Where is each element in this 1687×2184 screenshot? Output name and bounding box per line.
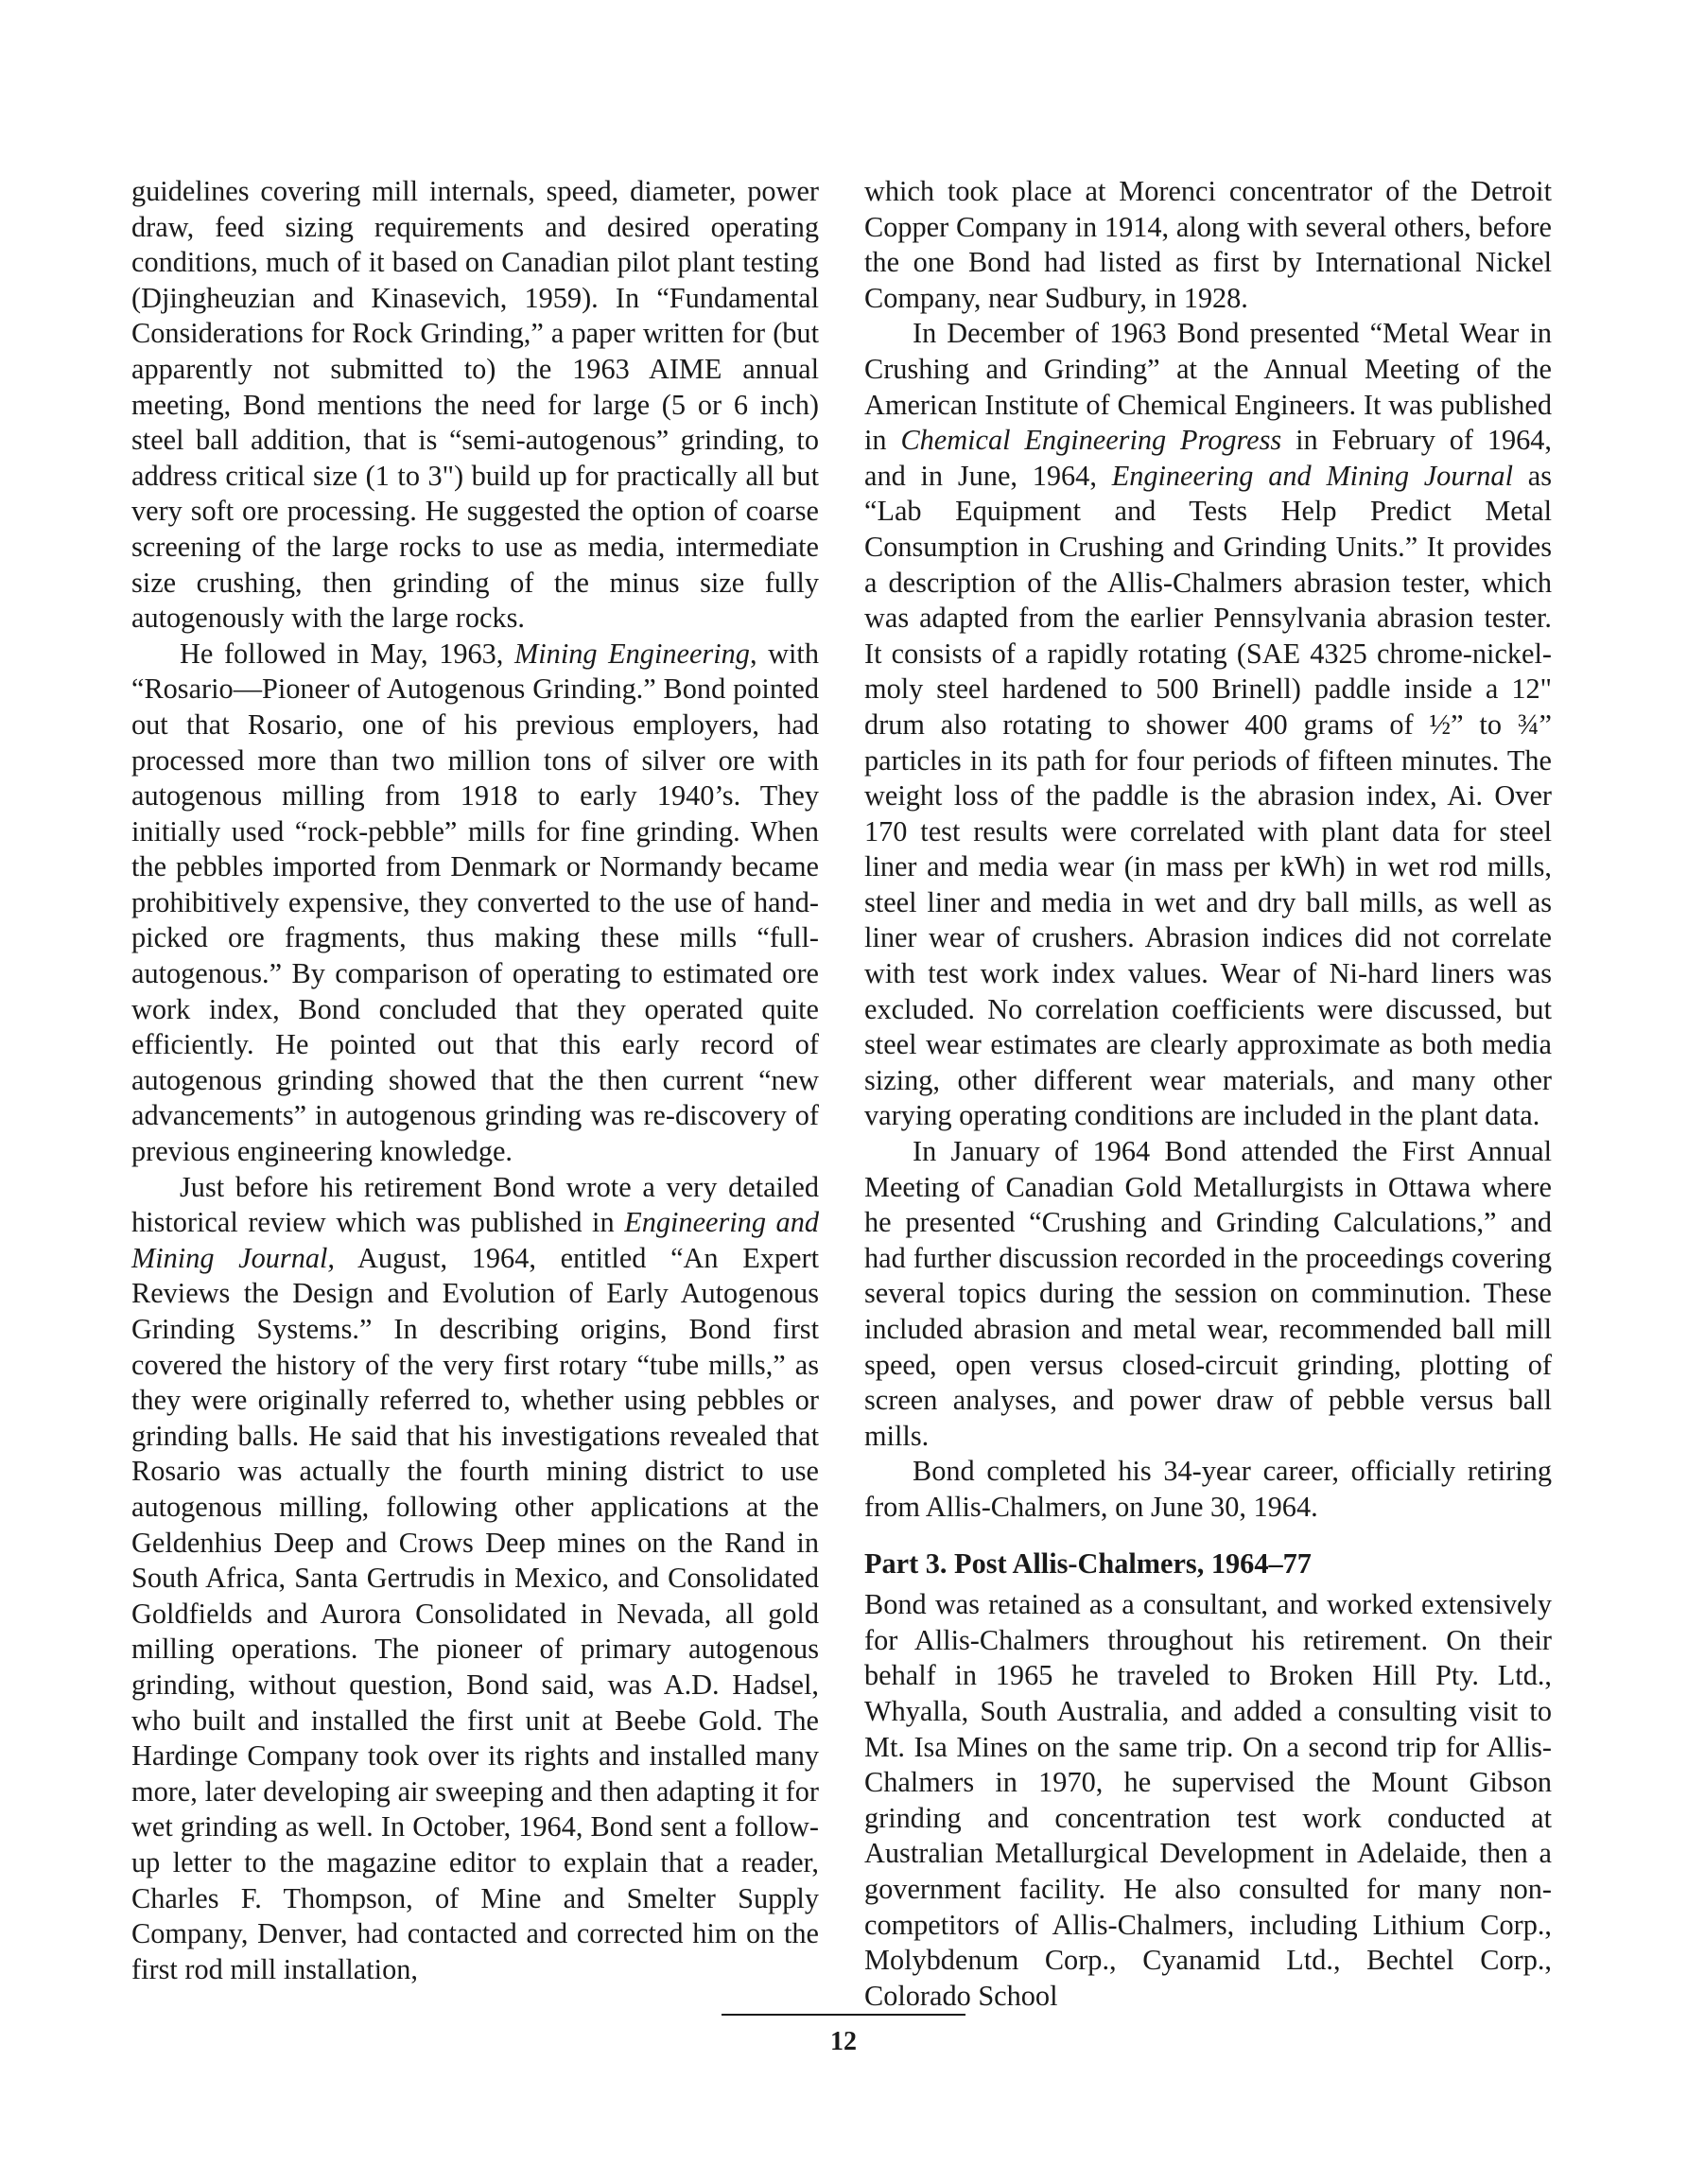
paragraph: which took place at Morenci concentrator of the Detroit Copper Company in 1914, along with several others, before the one Bond had listed as first by International Nickel Company, near Sudbury, in 1928.	[864, 175, 1552, 314]
page-number: 12	[830, 2027, 857, 2056]
left-column	[131, 174, 819, 1987]
italic-title: Engineering and Mining Journal	[1111, 459, 1513, 492]
paragraph: guidelines covering mill internals, speed, diameter, power draw, feed sizing requirements and desired operating conditions, much of it based on Canadian pilot plant testing (Djingheuzian and Kinasevich, 1959). In “Fundamental Considerations for Rock Grinding,” a paper written for (but apparently not submitted to) the 1963 AIME annual meeting, Bond mentions the need for large (5 or 6 inch) steel ball addition, that is “semi-autogenous” grinding, to address critical size (1 to 3") build up for practically all but very soft ore processing. He suggested the option of coarse screening of the large rocks to use as media, intermediate size crushing, then grinding of the minus size fully autogenously with the large rocks.	[131, 175, 819, 635]
paragraph: Bond completed his 34-year career, officially retiring from Allis-Chalmers, on June 30, 1964.	[864, 1455, 1552, 1523]
paragraph: Bond was retained as a consultant, and worked extensively for Allis-Chalmers throughout his retirement. On their behalf in 1965 he traveled to Broken Hill Pty. Ltd., Whyalla, South Australia, and added a consulting visit to Mt. Isa Mines on the same trip. On a second trip for Allis-Chalmers in 1970, he supervised the Mount Gibson grinding and concentration test work conducted at Australian Metallurgical Development in Adelaide, then a government facility. He also consulted for many non-competitors of Allis-Chalmers, including Lithium Corp., Molybdenum Corp., Cyanamid Ltd., Bechtel Corp., Colorado School	[864, 1588, 1552, 2012]
paragraph: In December of 1963 Bond presented “Metal Wear in Crushing and Grinding” at the Annual Meeting of the American Institute of Chemical Engineers. It was published in Chemical Engineering Progress in February of 1964, and in June, 1964, Engineering and Mining Journal as “Lab Equipment and Tests Help Predict Metal Consumption in Crushing and Grinding Units.” It provides a description of the Allis-Chalmers abrasion tester, which was adapted from the earlier Pennsylvania abrasion tester. It consists of a rapidly rotating (SAE 4325 chrome-nickel-moly steel hardened to 500 Brinell) paddle inside a 12" drum also rotating to shower 400 grams of ½” to ¾” particles in its path for four periods of fifteen minutes. The weight loss of the paddle is the abrasion index, Ai. Over 170 test results were correlated with plant data for steel liner and media wear (in mass per kWh) in wet rod mills, steel liner and media in wet and dry ball mills, as well as liner wear of crushers. Abrasion indices did not correlate with test work index values. Wear of Ni-hard liners was excluded. No correlation coefficients were discussed, but steel wear estimates are clearly approximate as both media sizing, other different wear materials, and many other varying operating conditions are included in the plant data.	[864, 317, 1553, 1132]
italic-title: Chemical Engineering Progress	[900, 424, 1282, 457]
italic-title: Engineering and Mining Journal,	[131, 1206, 819, 1274]
paragraph: In January of 1964 Bond attended the First Annual Meeting of Canadian Gold Metallurgists in Ottawa where he presented “Crushing and Grinding Calculations,” and had further discussion recorded in the proceedings covering several topics during the session on comminution. These included abrasion and metal wear, recommended ball mill speed, open versus closed-circuit grinding, plotting of screen analyses, and power draw of pebble versus ball mills.	[864, 1135, 1552, 1452]
footer-rule	[722, 2014, 965, 2016]
section-heading: Part 3. Post Allis-Chalmers, 1964–77	[864, 1546, 1312, 1580]
paragraph: He followed in May, 1963, Mining Engineering, with “Rosario—Pioneer of Autogenous Grinding.” Bond pointed out that Rosario, one of his previous employers, had processed more than two million tons of silver ore with autogenous milling from 1918 to early 1940’s. They initially used “rock-pebble” mills for fine grinding. When the pebbles imported from Denmark or Normandy became prohibitively expensive, they converted to the use of hand-picked ore fragments, thus making these mills “full-autogenous.” By comparison of operating to estimated ore work index, Bond concluded that they operated quite efficiently. He pointed out that this early record of autogenous grinding showed that the then current “new advancements” in autogenous grinding was re-discovery of previous engineering knowledge.	[131, 637, 819, 1168]
right-column	[864, 174, 1552, 2014]
paragraph: Just before his retirement Bond wrote a very detailed historical review which was published in Engineering and Mining Journal, August, 1964, entitled “An Expert Reviews the Design and Evolution of Early Autogenous Grinding Systems.” In describing origins, Bond first covered the history of the very first rotary “tube mills,” as they were originally referred to, whether using pebbles or grinding balls. He said that his investigations revealed that Rosario was actually the fourth mining district to use autogenous milling, following other applications at the Geldenhius Deep and Crows Deep mines on the Rand in South Africa, Santa Gertrudis in Mexico, and Consolidated Goldfields and Aurora Consolidated in Nevada, all gold milling operations. The pioneer of primary autogenous grinding, without question, Bond said, was A.D. Hadsel, who built and installed the first unit at Beebe Gold. The Hardinge Company took over its rights and installed many more, later developing air sweeping and then adapting it for wet grinding as well. In October, 1964, Bond sent a follow-up letter to the magazine editor to explain that a reader, Charles F. Thompson, of Mine and Smelter Supply Company, Denver, had contacted and corrected him on the first rod mill installation,	[131, 1170, 819, 1985]
italic-title: Mining Engineering	[514, 637, 750, 670]
